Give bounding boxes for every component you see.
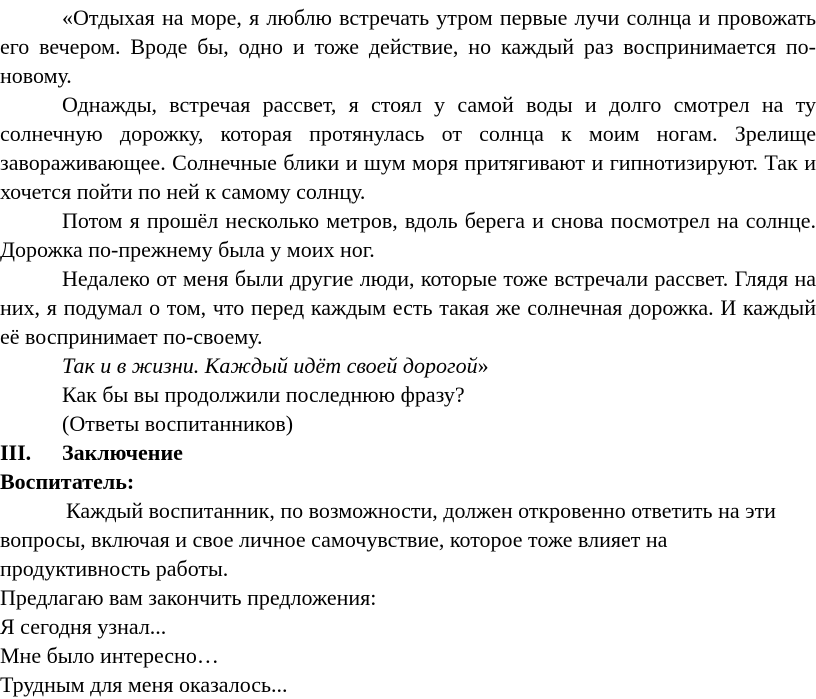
story-moral-italic: Так и в жизни. Каждый идёт своей дорогой bbox=[62, 353, 478, 378]
section-heading bbox=[0, 438, 816, 467]
section-title: Заключение bbox=[62, 440, 183, 465]
answers-note: (Ответы воспитанников) bbox=[62, 411, 294, 436]
story-paragraph-2: Однажды, встречая рассвет, я стоял у самой воды и долго смотрел на ту солнечную дорожку, которая протянулась от солнца к моим ногам. Зрелище завораживающее. Солнечные блики и шум моря притягивают и гипнотизируют. Так и хочется пойти по ней к самому солнцу. bbox=[0, 92, 816, 204]
closing-item-3: Трудным для меня оказалось... bbox=[0, 672, 288, 697]
story-paragraph-3: Потом я прошёл несколько метров, вдоль берега и снова посмотрел на солнце. Дорожка по-прежнему была у моих ног. bbox=[0, 208, 816, 262]
story-paragraph-4: Недалеко от меня были другие люди, которые тоже встречали рассвет. Глядя на них, я подумал о том, что перед каждым есть такая же солнечная дорожка. И каждый её воспринимает по-своему. bbox=[0, 266, 816, 349]
closing-item-2: Мне было интересно… bbox=[0, 643, 219, 668]
closing-prompt: Предлагаю вам закончить предложения: bbox=[0, 585, 377, 610]
speaker-label: Воспитатель: bbox=[0, 469, 135, 494]
story-paragraph-1: «Отдыхая на море, я люблю встречать утром первые лучи солнца и провожать его вечером. Вроде бы, одно и тоже действие, но каждый раз воспринимается по-новому. bbox=[0, 5, 816, 88]
question-line: Как бы вы продолжили последнюю фразу? bbox=[62, 382, 465, 407]
story-moral-close-quote: » bbox=[477, 353, 489, 378]
document-page bbox=[0, 3, 816, 699]
closing-item-1: Я сегодня узнал... bbox=[0, 614, 167, 639]
closing-paragraph: Каждый воспитанник, по возможности, должен откровенно ответить на эти вопросы, включая и свое личное самочувствие, которое тоже влияет на продуктивность работы. bbox=[0, 498, 776, 581]
story-moral bbox=[0, 351, 816, 380]
section-number: III. bbox=[0, 440, 32, 465]
